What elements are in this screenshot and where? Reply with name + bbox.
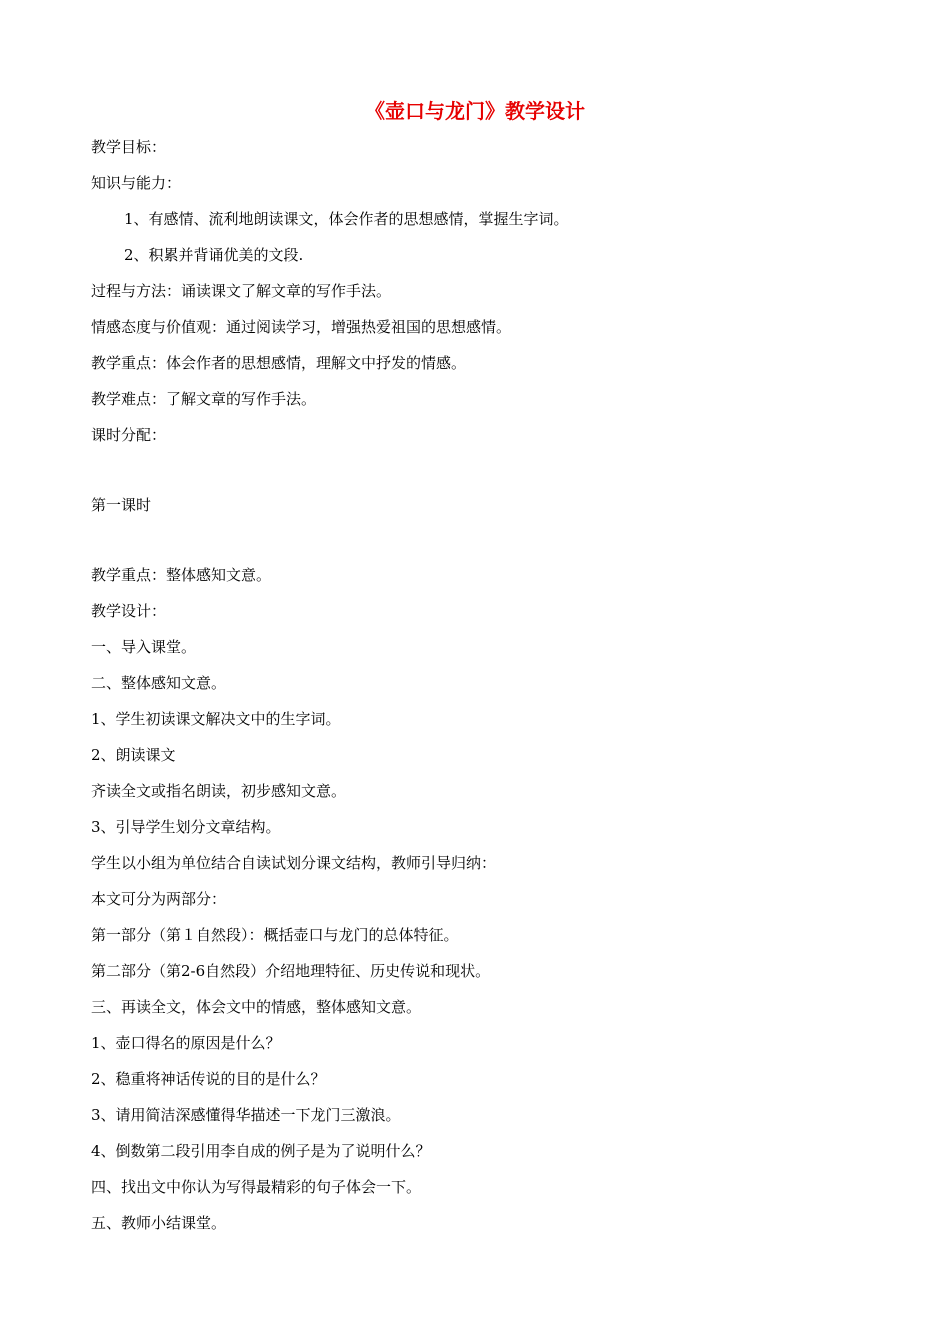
- teaching-key-point: 教学重点：体会作者的思想感情，理解文中抒发的情感。: [91, 354, 467, 372]
- knowledge-heading: 知识与能力：: [91, 174, 182, 192]
- lesson-step: 2、朗读课文: [91, 746, 176, 764]
- objectives-heading: 教学目标：: [91, 138, 167, 156]
- document-body: [91, 137, 871, 1249]
- knowledge-item: 1、有感情、流利地朗读课文，体会作者的思想感情，掌握生字词。: [124, 210, 569, 228]
- lesson-step: 第二部分（第2-6自然段）介绍地理特征、历史传说和现状。: [91, 962, 491, 980]
- lesson-step: 学生以小组为单位结合自读试划分课文结构，教师引导归纳：: [91, 854, 497, 872]
- lesson-step: 第一部分（第１自然段）：概括壶口与龙门的总体特征。: [91, 926, 459, 944]
- lesson-step: 2、稳重将神话传说的目的是什么？: [91, 1070, 326, 1088]
- lesson-step: 二、整体感知文意。: [91, 674, 227, 692]
- lesson-step: 4、倒数第二段引用李自成的例子是为了说明什么？: [91, 1142, 431, 1160]
- lesson-step: 五、教师小结课堂。: [91, 1214, 227, 1232]
- lesson-step: 3、引导学生划分文章结构。: [91, 818, 281, 836]
- lesson-key-point: 教学重点：整体感知文意。: [91, 566, 272, 584]
- teaching-difficulty: 教学难点：了解文章的写作手法。: [91, 390, 317, 408]
- emotion-values: 情感态度与价值观：通过阅读学习，增强热爱祖国的思想感情。: [91, 318, 512, 336]
- lesson-step: 齐读全文或指名朗读，初步感知文意。: [91, 782, 347, 800]
- lesson-step: 三、再读全文，体会文中的情感，整体感知文意。: [91, 998, 422, 1016]
- lesson-step: 本文可分为两部分：: [91, 890, 227, 908]
- lesson-step: 一、导入课堂。: [91, 638, 197, 656]
- lesson-step: 1、壶口得名的原因是什么？: [91, 1034, 281, 1052]
- lesson-step: 3、请用简洁深感懂得华描述一下龙门三激浪。: [91, 1106, 401, 1124]
- spacer: [91, 461, 871, 495]
- spacer: [91, 531, 871, 565]
- class-schedule: 课时分配：: [91, 426, 167, 444]
- document-title: 《壶口与龙门》教学设计: [365, 99, 585, 123]
- knowledge-item: 2、积累并背诵优美的文段.: [124, 246, 304, 264]
- lesson-design-heading: 教学设计：: [91, 602, 167, 620]
- lesson-heading: 第一课时: [91, 496, 152, 514]
- lesson-step: 四、找出文中你认为写得最精彩的句子体会一下。: [91, 1178, 422, 1196]
- process-method: 过程与方法：诵读课文了解文章的写作手法。: [91, 282, 392, 300]
- lesson-step: 1、学生初读课文解决文中的生字词。: [91, 710, 341, 728]
